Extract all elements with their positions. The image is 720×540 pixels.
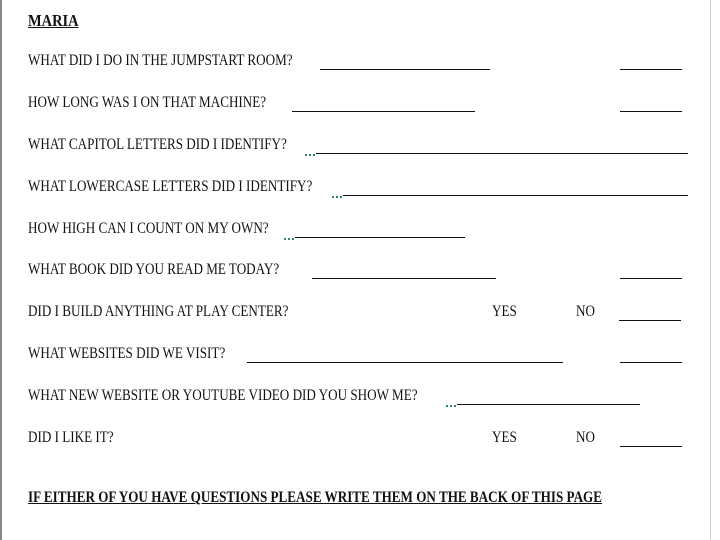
question-capital-letters: WHAT CAPITOL LETTERS DID I IDENTIFY? <box>28 136 287 153</box>
question-new-website-video: WHAT NEW WEBSITE OR YOUTUBE VIDEO DID YOU SHOW ME? <box>28 387 418 404</box>
option-no-liked-it[interactable]: NO <box>576 429 595 446</box>
option-yes-play-center[interactable]: YES <box>492 303 517 320</box>
score-line-book-read[interactable] <box>620 278 682 279</box>
option-no-play-center[interactable]: NO <box>576 303 595 320</box>
answer-line-new-website-video[interactable] <box>457 404 640 405</box>
answer-line-lowercase-letters[interactable] <box>343 195 688 196</box>
page-left-border <box>0 0 2 540</box>
score-line-liked-it[interactable] <box>620 446 682 447</box>
question-jumpstart-room: WHAT DID I DO IN THE JUMPSTART ROOM? <box>28 52 293 69</box>
answer-line-machine-time[interactable] <box>292 111 475 112</box>
footer-instructions: IF EITHER OF YOU HAVE QUESTIONS PLEASE WRITE THEM ON THE BACK OF THIS PAGE <box>28 489 603 506</box>
question-play-center: DID I BUILD ANYTHING AT PLAY CENTER? <box>28 303 289 320</box>
page-right-border <box>710 0 711 540</box>
score-line-websites[interactable] <box>620 362 682 363</box>
question-lowercase-letters: WHAT LOWERCASE LETTERS DID I IDENTIFY? <box>28 178 313 195</box>
spellcheck-underline <box>305 150 315 156</box>
question-book-read: WHAT BOOK DID YOU READ ME TODAY? <box>28 261 280 278</box>
answer-line-count-high[interactable] <box>295 237 465 238</box>
question-count-high: HOW HIGH CAN I COUNT ON MY OWN? <box>28 220 269 237</box>
answer-line-jumpstart-room[interactable] <box>320 69 490 70</box>
answer-line-websites[interactable] <box>247 362 563 363</box>
spellcheck-underline <box>284 234 294 240</box>
answer-line-book-read[interactable] <box>312 278 496 279</box>
question-liked-it: DID I LIKE IT? <box>28 429 114 446</box>
option-yes-liked-it[interactable]: YES <box>492 429 517 446</box>
spellcheck-underline <box>332 192 342 198</box>
score-line-machine-time[interactable] <box>620 111 682 112</box>
student-name-heading: MARIA <box>28 11 79 30</box>
answer-line-capital-letters[interactable] <box>316 153 688 154</box>
question-websites: WHAT WEBSITES DID WE VISIT? <box>28 345 226 362</box>
question-machine-time: HOW LONG WAS I ON THAT MACHINE? <box>28 94 267 111</box>
spellcheck-underline <box>446 401 456 407</box>
score-line-jumpstart-room[interactable] <box>620 69 682 70</box>
score-line-play-center[interactable] <box>619 320 681 321</box>
